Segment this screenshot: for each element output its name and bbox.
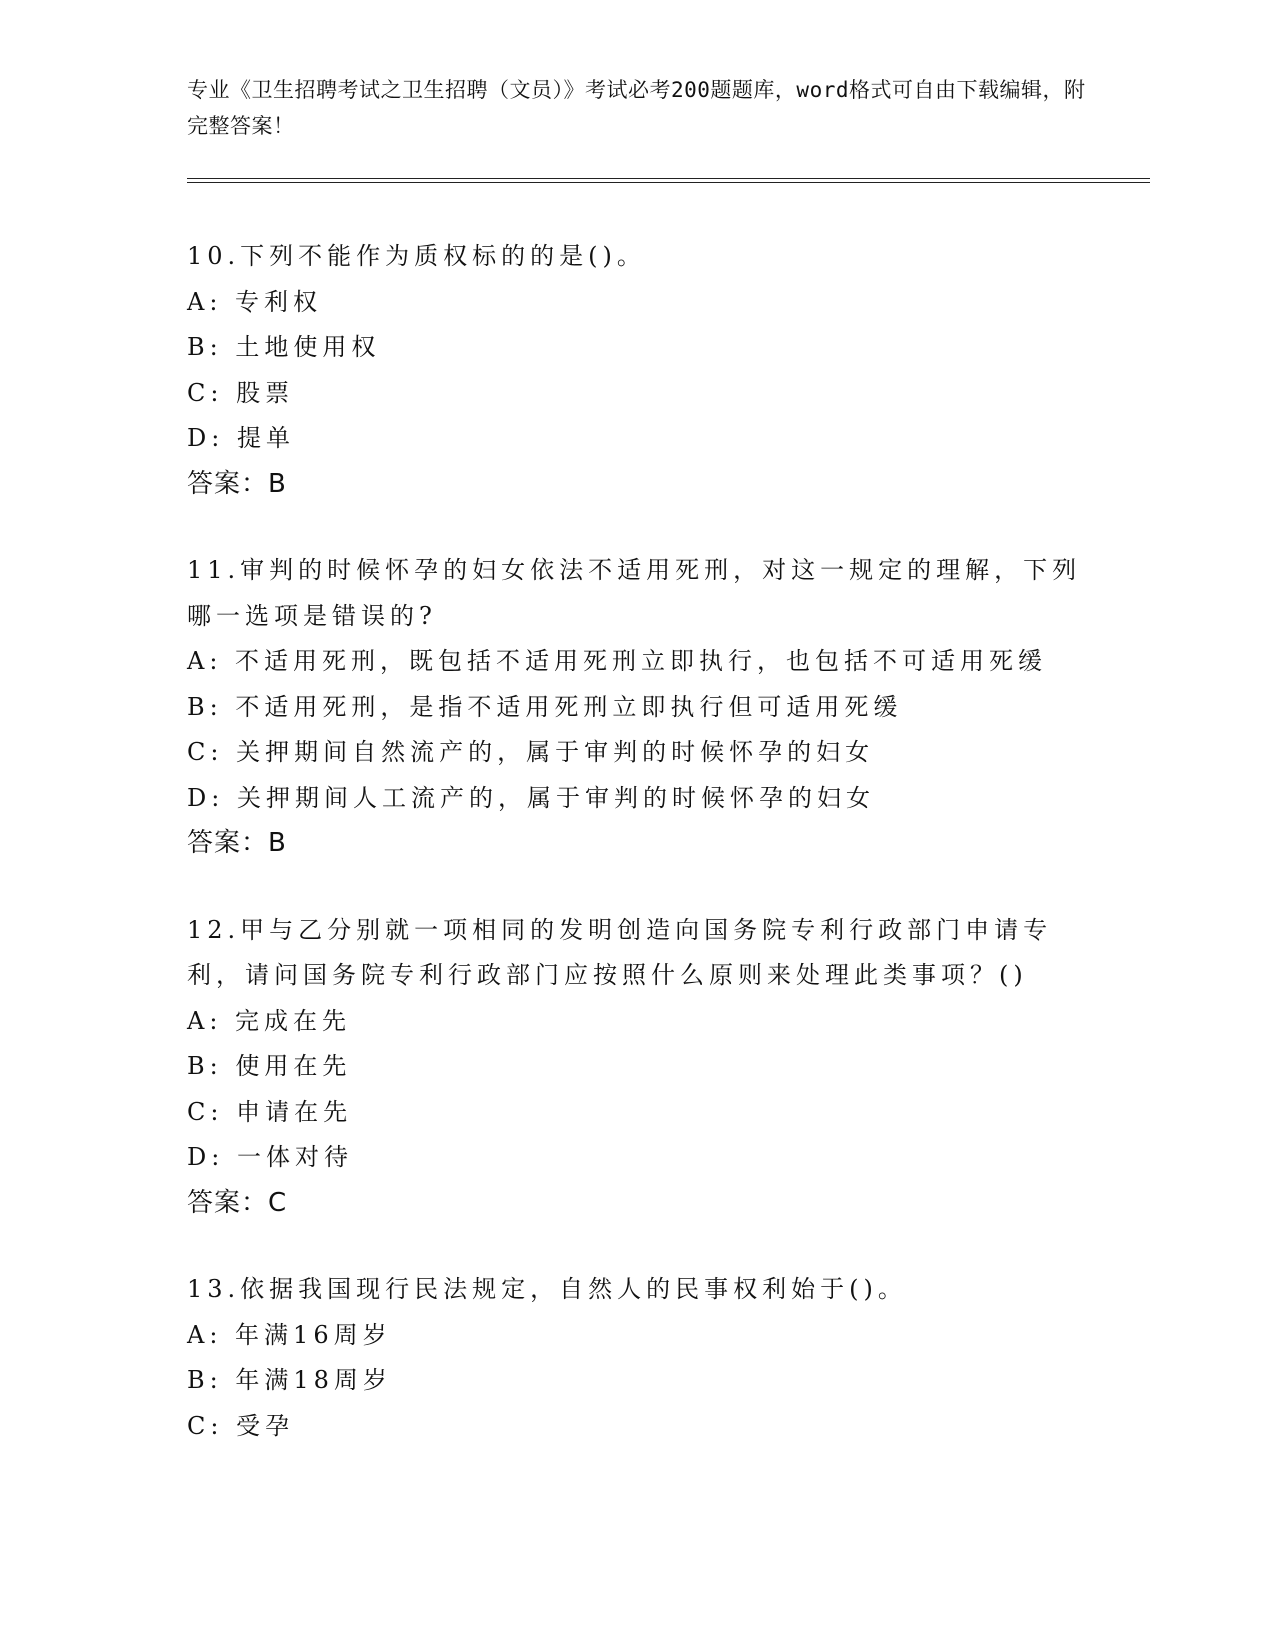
option-a: A: 年满16周岁 — [187, 1320, 392, 1349]
answer-line: 答案：C — [187, 1187, 288, 1218]
question-item — [187, 908, 1087, 1227]
question-stem: 12.甲与乙分别就一项相同的发明创造向国务院专利行政部门申请专利，请问国务院专利行政部门应按照什么原则来处理此类事项？() — [187, 915, 1053, 989]
header-divider — [187, 178, 1150, 183]
answer-line: 答案：B — [187, 828, 287, 858]
document-header: 专业《卫生招聘考试之卫生招聘（文员）》考试必考200题题库，word格式可自由下载编辑，附完整答案！ — [187, 78, 1086, 138]
question-item — [187, 1267, 1087, 1449]
option-a: A: 不适用死刑，既包括不适用死刑立即执行，也包括不可适用死缓 — [187, 647, 1048, 675]
question-item — [187, 548, 1087, 867]
question-stem: 13.依据我国现行民法规定，自然人的民事权利始于()。 — [187, 1275, 907, 1303]
question-list — [187, 234, 1087, 1490]
option-b: B: 年满18周岁 — [187, 1366, 392, 1394]
answer-line: 答案：B — [187, 468, 287, 499]
question-item — [187, 234, 1087, 507]
question-stem: 10.下列不能作为质权标的的是()。 — [187, 242, 646, 270]
option-d: D: 提单 — [187, 424, 295, 452]
option-c: C: 股票 — [187, 378, 295, 407]
option-a: A: 完成在先 — [187, 1006, 352, 1035]
option-d: D: 关押期间人工流产的，属于审判的时候怀孕的妇女 — [187, 783, 875, 812]
option-c: C: 申请在先 — [187, 1097, 353, 1126]
option-b: B: 不适用死刑，是指不适用死刑立即执行但可适用死缓 — [187, 692, 903, 721]
option-b: B: 土地使用权 — [187, 333, 381, 361]
option-a: A: 专利权 — [187, 287, 323, 316]
option-c: C: 关押期间自然流产的，属于审判的时候怀孕的妇女 — [187, 738, 875, 766]
option-b: B: 使用在先 — [187, 1052, 352, 1080]
option-d: D: 一体对待 — [187, 1143, 353, 1171]
option-c: C: 受孕 — [187, 1411, 295, 1440]
question-stem: 11.审判的时候怀孕的妇女依法不适用死刑，对这一规定的理解，下列哪一选项是错误的? — [187, 556, 1082, 630]
